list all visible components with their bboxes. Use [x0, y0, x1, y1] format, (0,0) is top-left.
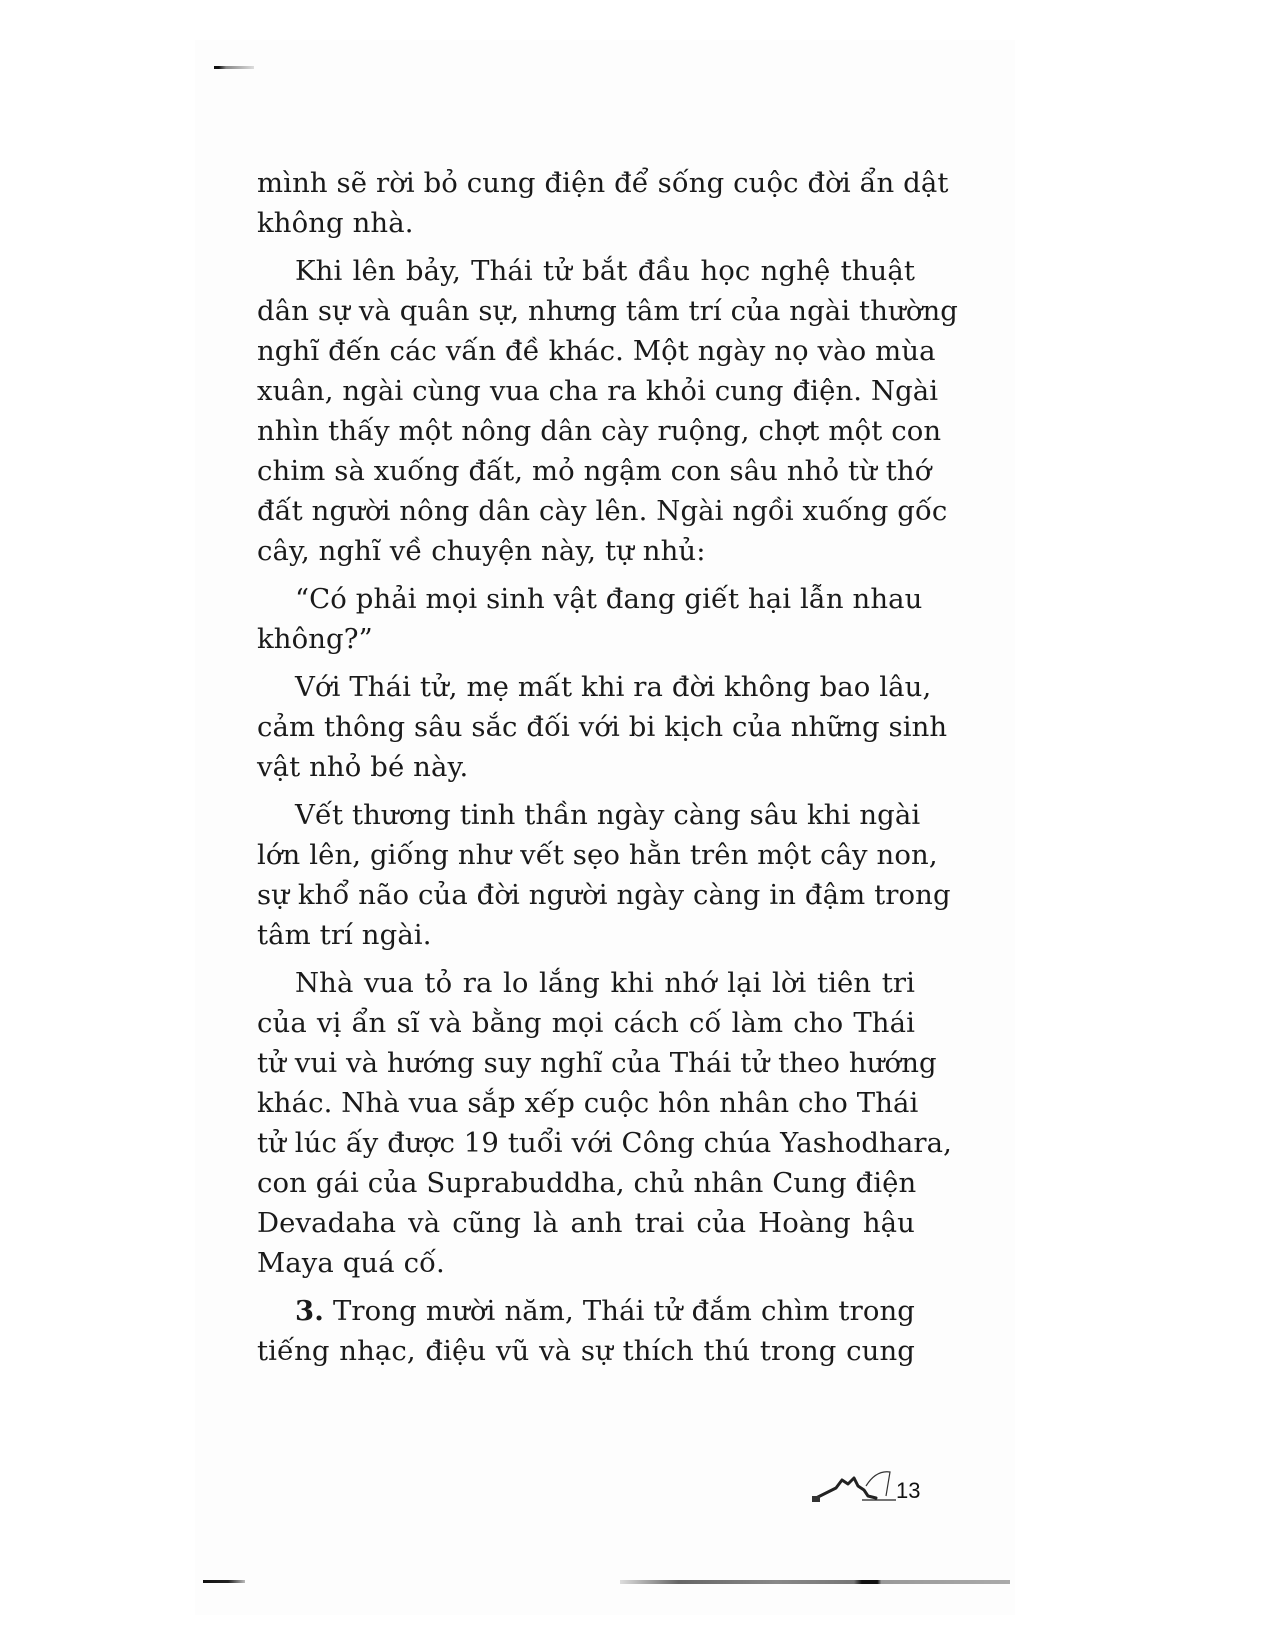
text-line: “Có phải mọi sinh vật đang giết hại lẫn nhau: [295, 583, 923, 615]
text-line: tử lúc ấy được 19 tuổi với Công chúa Yashodhara,: [257, 1127, 952, 1159]
page-number: 13: [896, 1478, 921, 1503]
text-line: xuân, ngài cùng vua cha ra khỏi cung điện. Ngài: [257, 375, 939, 407]
text-line: vật nhỏ bé này.: [257, 751, 469, 783]
text-line: chim sà xuống đất, mỏ ngậm con sâu nhỏ từ thớ: [257, 455, 932, 487]
scan-edge-mark: [620, 1580, 1010, 1584]
text-line: [257, 1291, 915, 1331]
text-line: lớn lên, giống như vết sẹo hằn trên một cây non,: [257, 839, 938, 871]
scan-edge-mark: [203, 1580, 245, 1583]
text-line: nhìn thấy một nông dân cày ruộng, chợt một con: [257, 415, 942, 447]
text-line: đất người nông dân cày lên. Ngài ngồi xuống gốc: [257, 495, 948, 527]
scan-edge-mark: [214, 66, 254, 69]
text-line: cảm thông sâu sắc đối với bi kịch của những sinh: [257, 711, 948, 743]
text-line: cây, nghĩ về chuyện này, tự nhủ:: [257, 535, 706, 567]
paragraph: [257, 963, 952, 1283]
text-line: Khi lên bảy, Thái tử bắt đầu học nghệ thuật: [295, 255, 915, 287]
text-line: dân sự và quân sự, nhưng tâm trí của ngài thường: [257, 295, 958, 327]
text-line: Devadaha và cũng là anh trai của Hoàng hậu: [257, 1207, 915, 1239]
paragraph: [257, 251, 958, 571]
text-line: nghĩ đến các vấn đề khác. Một ngày nọ vào mùa: [257, 335, 936, 367]
text-line: Vết thương tinh thần ngày càng sâu khi ngài: [295, 799, 921, 831]
text-line: con gái của Suprabuddha, chủ nhân Cung điện: [257, 1167, 917, 1199]
text-line: Với Thái tử, mẹ mất khi ra đời không bao lâu,: [295, 671, 932, 703]
paragraph: [257, 667, 948, 787]
paragraph: [257, 163, 949, 243]
decorative-dancer-ornament-icon: [806, 1466, 896, 1506]
paragraph-quote: [257, 579, 923, 659]
text-line: tiếng nhạc, điệu vũ và sự thích thú trong cung: [257, 1335, 915, 1367]
section-number: 3.: [295, 1295, 324, 1327]
text-line: không nhà.: [257, 207, 414, 239]
text-segment: Trong mười năm, Thái tử đắm chìm trong: [323, 1295, 915, 1327]
paragraph: [257, 795, 951, 955]
text-line: của vị ẩn sĩ và bằng mọi cách cố làm cho Thái: [257, 1007, 915, 1039]
body-text: [257, 163, 958, 1371]
text-line: mình sẽ rời bỏ cung điện để sống cuộc đời ẩn dật: [257, 167, 949, 199]
text-line: Maya quá cố.: [257, 1247, 445, 1279]
text-line: Nhà vua tỏ ra lo lắng khi nhớ lại lời tiên tri: [295, 967, 915, 999]
text-line: không?”: [257, 623, 373, 655]
text-line: sự khổ não của đời người ngày càng in đậm trong: [257, 879, 951, 911]
text-line: tử vui và hướng suy nghĩ của Thái tử theo hướng: [257, 1047, 937, 1079]
text-line: khác. Nhà vua sắp xếp cuộc hôn nhân cho Thái: [257, 1087, 919, 1119]
text-line: tâm trí ngài.: [257, 919, 432, 951]
paragraph-section-3: [257, 1291, 915, 1371]
